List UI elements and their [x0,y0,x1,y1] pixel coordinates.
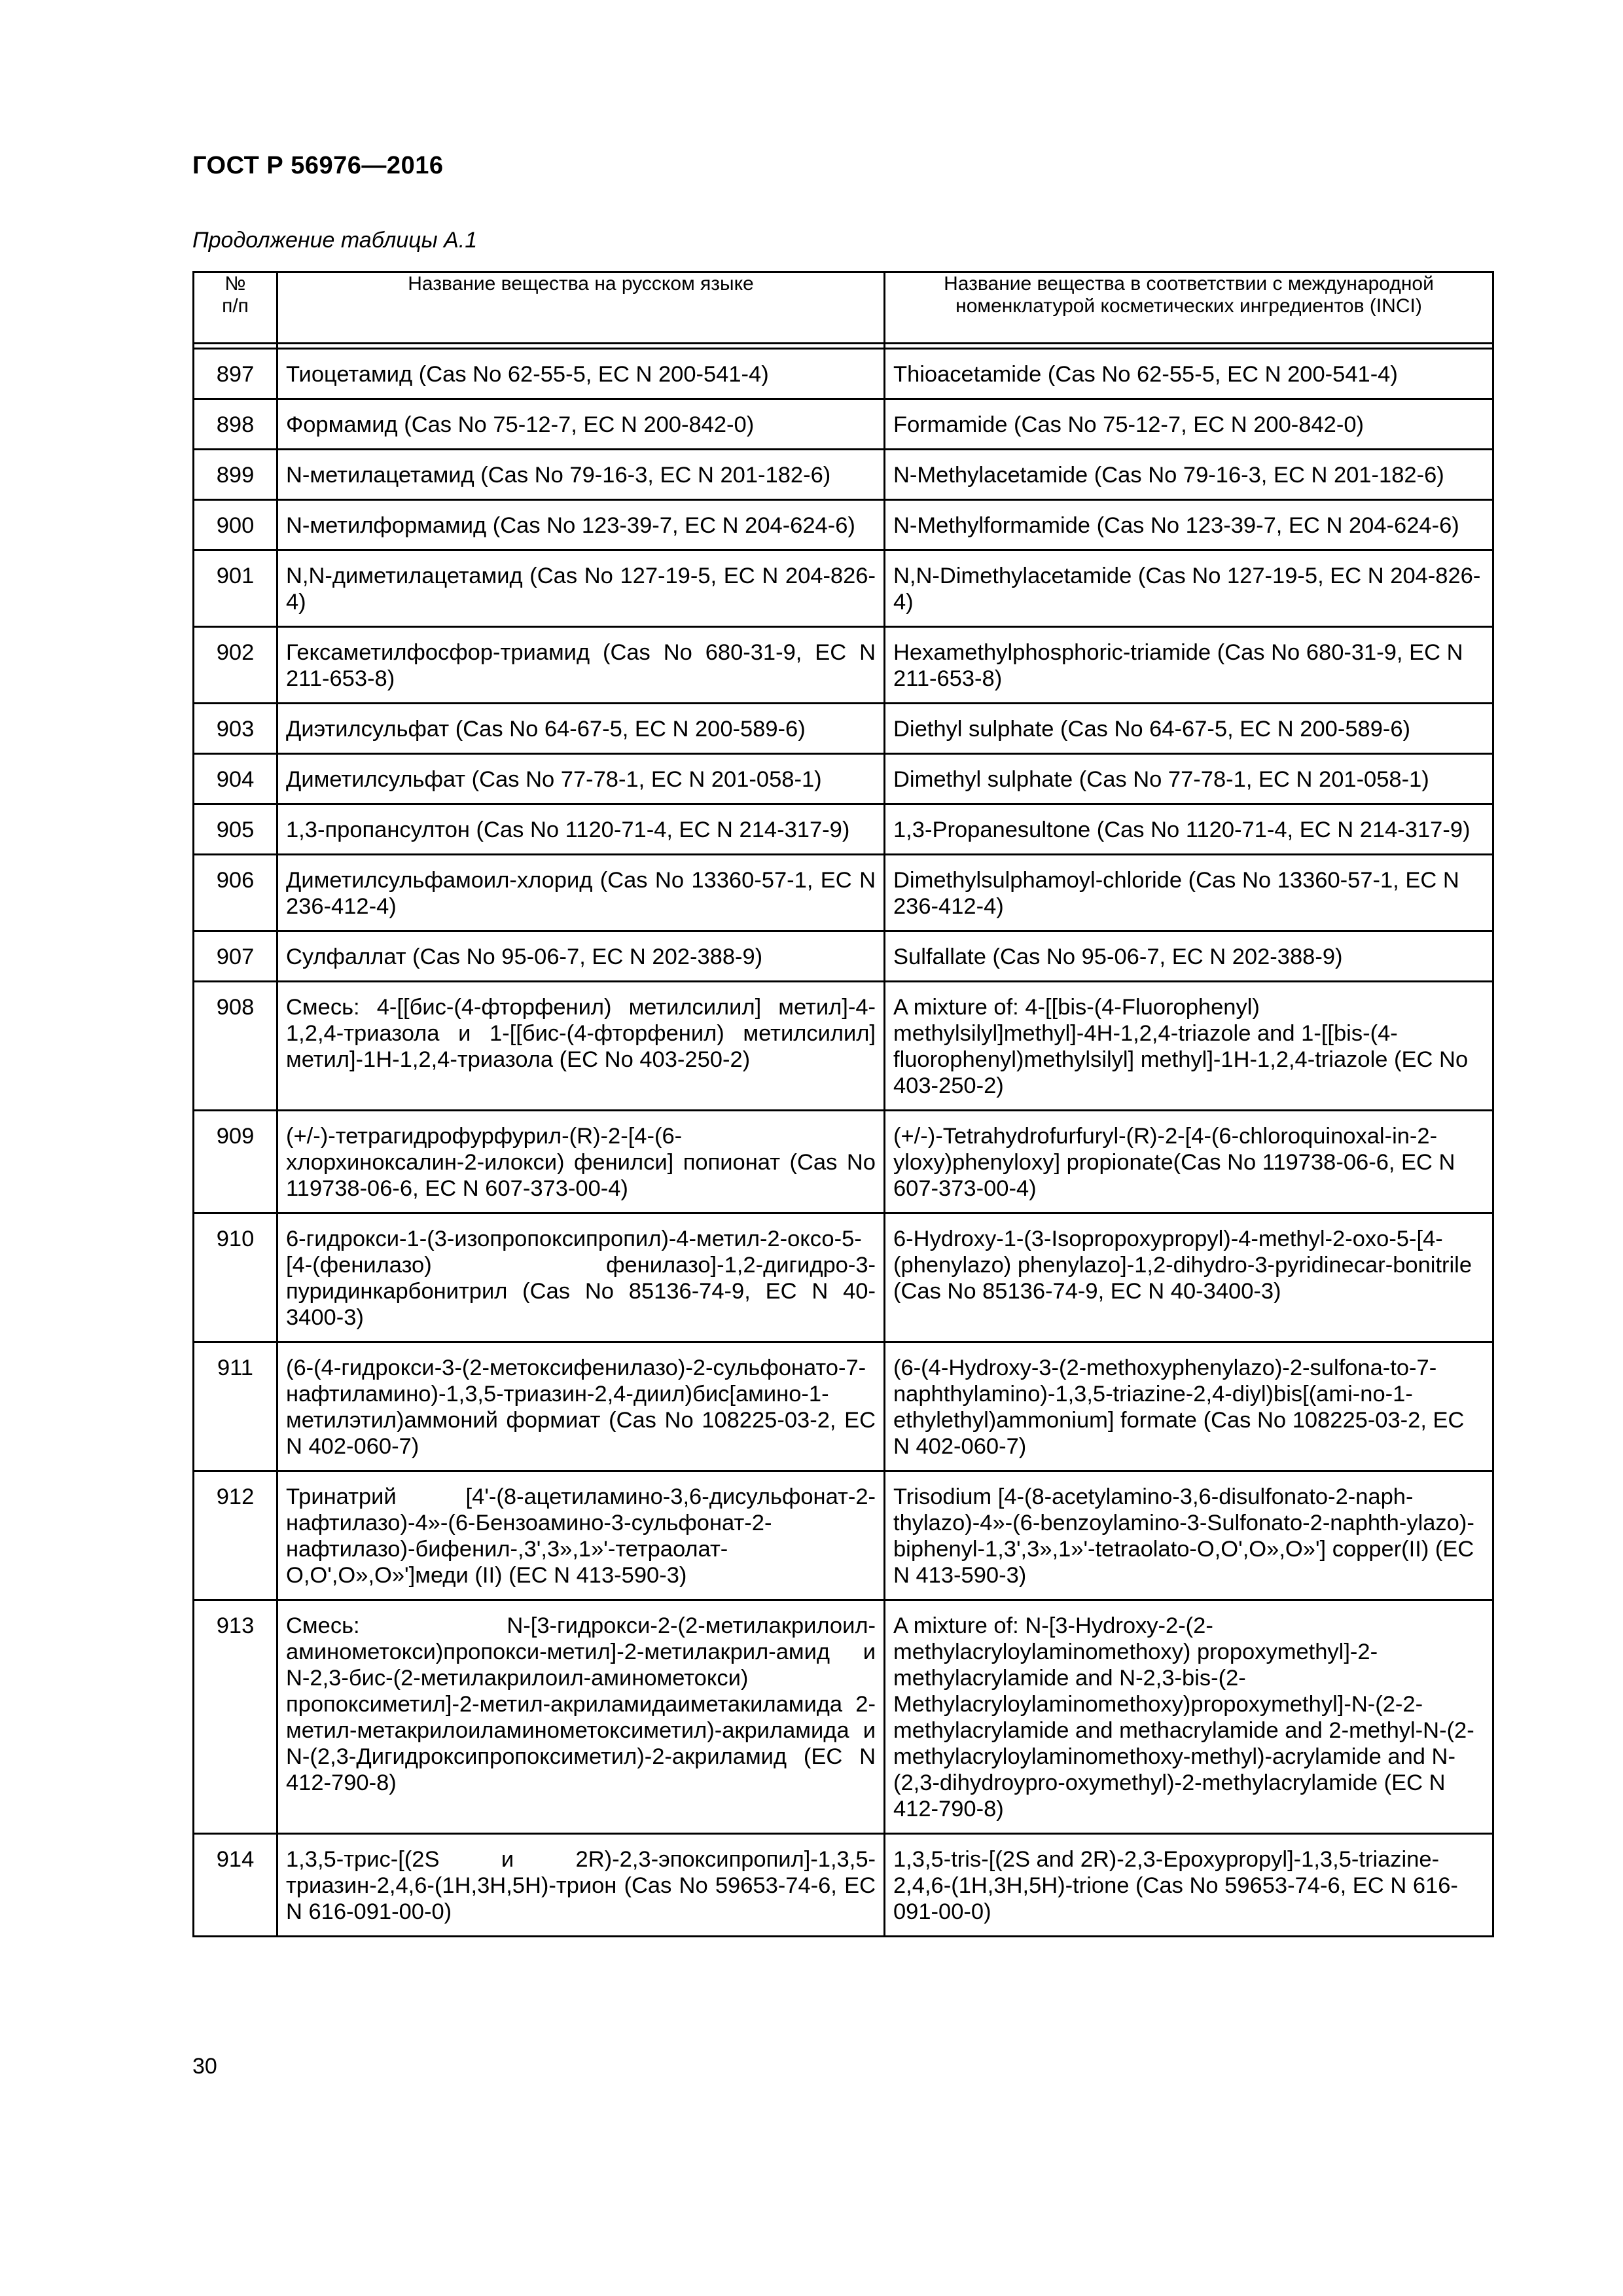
table-row [194,754,1493,804]
column-header-russian-name [277,272,885,344]
inci-name-cell: (+/-)-Tetrahydrofurfuryl-(R)-2-[4-(6-chloroquinoxal-in-2-yloxy)phenyloxy] propionate(Cas No 119738-06-6, EC N 607-373-00-4) [885,1111,1493,1213]
inci-name-cell: A mixture of: 4-[[bis-(4-Fluorophenyl) methylsilyl]methyl]-4H-1,2,4-triazole and 1-[[bis-(4-fluorophenyl)methylsilyl] methyl]-1H-1,2,4-triazole (EC No 403-250-2) [885,982,1493,1111]
russian-name-cell: N,N-диметилацетамид (Cas No 127-19-5, EC N 204-826-4) [277,550,885,627]
row-number-cell: 898 [194,399,277,450]
russian-name-cell: Тиоцетамид (Cas No 62-55-5, EC N 200-541-4) [277,349,885,399]
table-row [194,1834,1493,1937]
table-body [194,349,1493,1937]
table-row [194,500,1493,550]
table-row [194,450,1493,500]
inci-name-cell: N-Methylformamide (Cas No 123-39-7, EC N 204-624-6) [885,500,1493,550]
inci-name-cell: N-Methylacetamide (Cas No 79-16-3, EC N 201-182-6) [885,450,1493,500]
inci-name-cell: Formamide (Cas No 75-12-7, EC N 200-842-0) [885,399,1493,450]
inci-name-cell: Diethyl sulphate (Cas No 64-67-5, EC N 200-589-6) [885,704,1493,754]
page-number: 30 [192,2054,217,2079]
column-header-number [194,272,277,344]
row-number-cell: 905 [194,804,277,855]
inci-name-cell: 6-Hydroxy-1-(3-Isopropoxypropyl)-4-methyl-2-oxo-5-[4-(phenylazo) phenylazo]-1,2-dihydro-3-pyridinecar-bonitrile (Cas No 85136-74-9, EC N 40-3400-3) [885,1213,1493,1342]
russian-name-cell: Гексаметилфосфор-триамид (Cas No 680-31-9, EC N 211-653-8) [277,627,885,704]
row-number-cell: 907 [194,931,277,982]
row-number-cell: 909 [194,1111,277,1213]
row-number-cell: 912 [194,1471,277,1600]
table-row [194,704,1493,754]
inci-name-cell: Sulfallate (Cas No 95-06-7, EC N 202-388-9) [885,931,1493,982]
column-header-russian-name-label: Название вещества на русском языке [408,273,754,295]
inci-name-cell: 1,3-Propanesultone (Cas No 1120-71-4, EC N 214-317-9) [885,804,1493,855]
russian-name-cell: 1,3,5-трис-[(2S и 2R)-2,3-эпоксипропил]-1,3,5-триазин-2,4,6-(1Н,3Н,5Н)-трион (Cas No 59653-74-6, EC N 616-091-00-0) [277,1834,885,1937]
table-header [194,272,1493,349]
row-number-cell: 897 [194,349,277,399]
row-number-cell: 901 [194,550,277,627]
russian-name-cell: N-метилацетамид (Cas No 79-16-3, EC N 201-182-6) [277,450,885,500]
table-row [194,627,1493,704]
row-number-cell: 914 [194,1834,277,1937]
inci-name-cell: Dimethylsulphamoyl-chloride (Cas No 13360-57-1, EC N 236-412-4) [885,855,1493,931]
row-number-cell: 906 [194,855,277,931]
russian-name-cell: Сулфаллат (Cas No 95-06-7, EC N 202-388-9) [277,931,885,982]
russian-name-cell: Смесь: N-[3-гидрокси-2-(2-метилакрилоил-аминометокси)пропокси-метил]-2-метилакрил-амид и N-2,3-бис-(2-метилакрилоил-аминометокси) пропоксиметил]-2-метил-акриламидаиметакиламида 2-метил-метакрилоиламинометоксиметил)-акриламида и N-(2,3-Дигидроксипропоксиметил)-2-акриламид (EC N 412-790-8) [277,1600,885,1834]
russian-name-cell: N-метилформамид (Cas No 123-39-7, EC N 204-624-6) [277,500,885,550]
row-number-cell: 908 [194,982,277,1111]
table-row [194,931,1493,982]
row-number-cell: 903 [194,704,277,754]
table-row [194,1600,1493,1834]
russian-name-cell: (+/-)-тетрагидрофурфурил-(R)-2-[4-(6-хлорхиноксалин-2-илокси) фенилси] попионат (Cas No 119738-06-6, EC N 607-373-00-4) [277,1111,885,1213]
table-row [194,982,1493,1111]
russian-name-cell: (6-(4-гидрокси-3-(2-метоксифенилазо)-2-сульфонато-7-нафтиламино)-1,3,5-триазин-2,4-диил)бис[амино-1-метилэтил)аммоний формиат (Cas No 108225-03-2, EC N 402-060-7) [277,1342,885,1471]
inci-name-cell: Dimethyl sulphate (Cas No 77-78-1, EC N 201-058-1) [885,754,1493,804]
table-row [194,804,1493,855]
column-header-inci-name-label: Название вещества в соответствии с международной номенклатурой косметических ингредиентов (INCI) [944,273,1434,317]
russian-name-cell: Диметилсульфат (Cas No 77-78-1, EC N 201-058-1) [277,754,885,804]
row-number-cell: 900 [194,500,277,550]
row-number-cell: 902 [194,627,277,704]
table-row [194,1111,1493,1213]
russian-name-cell: 6-гидрокси-1-(3-изопропоксипропил)-4-метил-2-оксо-5-[4-(фенилазо) фенилазо]-1,2-дигидро-3-пуридинкарбонитрил (Cas No 85136-74-9, EC N 40-3400-3) [277,1213,885,1342]
russian-name-cell: Диэтилсульфат (Cas No 64-67-5, EC N 200-589-6) [277,704,885,754]
table-row [194,855,1493,931]
table-row [194,349,1493,399]
inci-name-cell: Trisodium [4-(8-acetylamino-3,6-disulfonato-2-naph-thylazo)-4»-(6-benzoylamino-3-Sulfonato-2-naphth-ylazo)-biphenyl-1,3',3»,1»'-tetraolato-O,O',O»,O»'] copper(II) (EC N 413-590-3) [885,1471,1493,1600]
table-caption: Продолжение таблицы А.1 [192,228,478,253]
row-number-cell: 913 [194,1600,277,1834]
column-header-inci-name [885,272,1493,344]
table-row [194,1342,1493,1471]
russian-name-cell: Тринатрий [4'-(8-ацетиламино-3,6-дисульфонат-2-нафтилазо)-4»-(6-Бензоамино-3-сульфонат-2-нафтилазо)-бифенил-,3',3»,1»'-тетраолат-O,O',O»,O»']меди (II) (EC N 413-590-3) [277,1471,885,1600]
row-number-cell: 911 [194,1342,277,1471]
table-row [194,1213,1493,1342]
substances-table [192,271,1494,1937]
inci-name-cell: N,N-Dimethylacetamide (Cas No 127-19-5, EC N 204-826-4) [885,550,1493,627]
inci-name-cell: (6-(4-Hydroxy-3-(2-methoxyphenylazo)-2-sulfona-to-7-naphthylamino)-1,3,5-triazine-2,4-diyl)bis[(ami-no-1-ethylethyl)ammonium] formate (Cas No 108225-03-2, EC N 402-060-7) [885,1342,1493,1471]
inci-name-cell: Hexamethylphosphoric-triamide (Cas No 680-31-9, EC N 211-653-8) [885,627,1493,704]
row-number-cell: 904 [194,754,277,804]
inci-name-cell: A mixture of: N-[3-Hydroxy-2-(2-methylacryloylaminomethoxy) propoxymethyl]-2-methylacrylamide and N-2,3-bis-(2-Methylacryloylaminomethoxy)propoxymethyl]-N-(2-2-methylacrylamide and methacrylamide and 2-methyl-N-(2-methylacryloylaminomethoxy-methyl)-acrylamide and N-(2,3-dihydroypro-oxymethyl)-2-methylacrylamide (EC N 412-790-8) [885,1600,1493,1834]
inci-name-cell: Thioacetamide (Cas No 62-55-5, EC N 200-541-4) [885,349,1493,399]
table-row [194,399,1493,450]
inci-name-cell: 1,3,5-tris-[(2S and 2R)-2,3-Epoxypropyl]-1,3,5-triazine-2,4,6-(1H,3H,5H)-trione (Cas No 59653-74-6, EC N 616-091-00-0) [885,1834,1493,1937]
row-number-cell: 910 [194,1213,277,1342]
table-row [194,1471,1493,1600]
column-header-number-label: № п/п [222,273,249,317]
document-title: ГОСТ Р 56976—2016 [192,152,444,179]
row-number-cell: 899 [194,450,277,500]
header-separator [194,344,1493,349]
russian-name-cell: 1,3-пропансултон (Cas No 1120-71-4, EC N 214-317-9) [277,804,885,855]
russian-name-cell: Смесь: 4-[[бис-(4-фторфенил) метилсилил] метил]-4-1,2,4-триазола и 1-[[бис-(4-фторфенил) метилсилил] метил]-1Н-1,2,4-триазола (EC No 403-250-2) [277,982,885,1111]
table-row [194,550,1493,627]
russian-name-cell: Диметилсульфамоил-хлорид (Cas No 13360-57-1, EC N 236-412-4) [277,855,885,931]
russian-name-cell: Формамид (Cas No 75-12-7, EC N 200-842-0) [277,399,885,450]
